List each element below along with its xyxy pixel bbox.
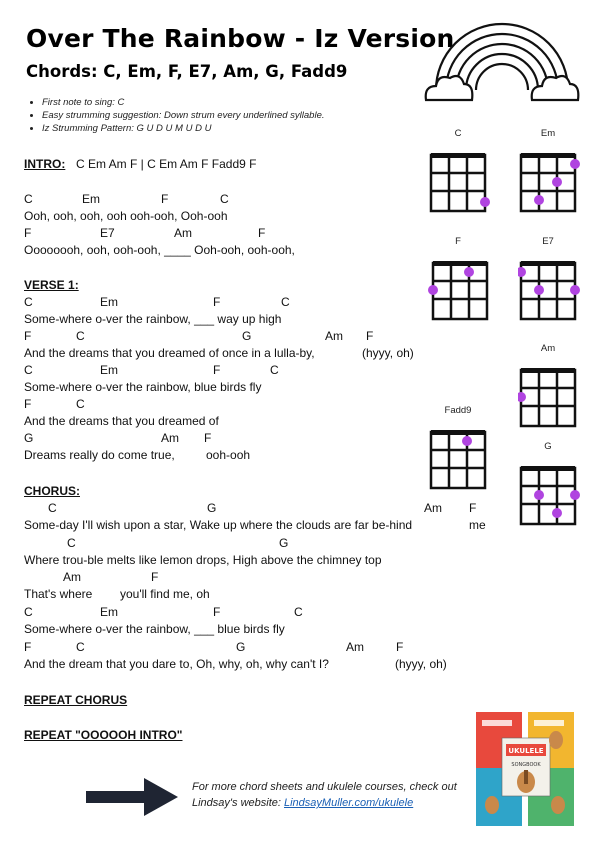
lyric-line: Some-where o-ver the rainbow, ___ blue birds fly bbox=[24, 622, 285, 636]
chord: E7 bbox=[100, 226, 115, 240]
chord-line bbox=[24, 605, 484, 619]
chord: F bbox=[469, 501, 477, 515]
chord: F bbox=[24, 329, 32, 343]
chord-diagram-label: F bbox=[455, 236, 461, 247]
finger-dot bbox=[464, 267, 474, 277]
chords-list-heading: Chords: C, Em, F, E7, Am, G, Fadd9 bbox=[26, 62, 348, 81]
chord-diagram-am bbox=[518, 343, 580, 433]
chord: F bbox=[258, 226, 266, 240]
notes-list bbox=[28, 96, 325, 135]
chord-diagram-label: Em bbox=[540, 128, 556, 139]
chord-line bbox=[24, 226, 404, 240]
chord-diagram-label: Am bbox=[540, 343, 556, 354]
chord: F bbox=[213, 363, 221, 377]
finger-dot bbox=[570, 159, 580, 169]
lyric-line: Oooooooh, ooh, ooh-ooh, ____ Ooh-ooh, ooh-ooh, bbox=[24, 243, 295, 257]
website-link[interactable]: LindsayMuller.com/ukulele bbox=[284, 797, 414, 809]
chord: Em bbox=[100, 363, 118, 377]
chord-line bbox=[24, 536, 484, 550]
chord: G bbox=[279, 536, 289, 550]
fretboard-grid bbox=[428, 416, 490, 490]
lyric-extra: (hyyy, oh) bbox=[362, 346, 414, 360]
chord: G bbox=[242, 329, 252, 343]
chord: F bbox=[366, 329, 374, 343]
chord: C bbox=[76, 397, 85, 411]
chord: C bbox=[48, 501, 57, 515]
chord: G bbox=[236, 640, 246, 654]
chord: F bbox=[24, 226, 32, 240]
chord-diagram-label: E7 bbox=[542, 236, 554, 247]
finger-dot bbox=[552, 177, 562, 187]
lyric-extra: ooh-ooh bbox=[206, 448, 251, 462]
lyric-line: Some-where o-ver the rainbow, ___ way up high bbox=[24, 312, 282, 326]
lyric-line: That's where bbox=[24, 587, 93, 601]
chord: Am bbox=[325, 329, 343, 343]
chord: C bbox=[67, 536, 76, 550]
finger-dot bbox=[518, 392, 526, 402]
chord: G bbox=[24, 431, 34, 445]
lyric-line: Ooh, ooh, ooh, ooh ooh-ooh, Ooh-ooh bbox=[24, 209, 228, 223]
fretboard-grid bbox=[428, 247, 490, 321]
chord: Em bbox=[82, 192, 100, 206]
chord: F bbox=[213, 605, 221, 619]
footer-message bbox=[192, 779, 462, 811]
chord: G bbox=[207, 501, 217, 515]
chord-line bbox=[24, 431, 404, 445]
finger-dot bbox=[570, 285, 580, 295]
finger-dot bbox=[570, 490, 580, 500]
finger-dot bbox=[534, 285, 544, 295]
book-title: UKULELE bbox=[508, 747, 544, 755]
lyric-line: And the dreams that you dreamed of once in a lulla-by, bbox=[24, 346, 315, 360]
repeat-intro: REPEAT "OOOOOH INTRO" bbox=[24, 728, 183, 742]
chord: F bbox=[24, 640, 32, 654]
chord: Am bbox=[346, 640, 364, 654]
note-item: Easy strumming suggestion: Down strum every underlined syllable. bbox=[28, 109, 325, 122]
chord: Am bbox=[424, 501, 442, 515]
chord-diagram-e7 bbox=[518, 236, 580, 326]
chorus-label: CHORUS: bbox=[24, 484, 80, 498]
note-item: First note to sing: C bbox=[28, 96, 325, 109]
lyric-line: And the dreams that you dreamed of bbox=[24, 414, 219, 428]
chord: C bbox=[281, 295, 290, 309]
chord: Am bbox=[161, 431, 179, 445]
lyric-line: Where trou-ble melts like lemon drops, High above the chimney top bbox=[24, 553, 382, 567]
intro-chords: C Em Am F | C Em Am F Fadd9 F bbox=[76, 157, 257, 171]
chord: F bbox=[204, 431, 212, 445]
chord-line bbox=[24, 570, 484, 584]
chord-line bbox=[24, 501, 484, 515]
lyric-line: And the dream that you dare to, Oh, why, oh, why can't I? bbox=[24, 657, 329, 671]
repeat-chorus: REPEAT CHORUS bbox=[24, 693, 128, 707]
finger-dot bbox=[518, 267, 526, 277]
chord: C bbox=[24, 605, 33, 619]
note-item: Iz Strumming Pattern: G U D U M U D U bbox=[28, 122, 325, 135]
page-title: Over The Rainbow - Iz Version bbox=[26, 24, 455, 53]
rainbow-illustration bbox=[424, 12, 580, 113]
chord: Am bbox=[174, 226, 192, 240]
chord: C bbox=[220, 192, 229, 206]
finger-dot bbox=[534, 490, 544, 500]
chord-diagram-fadd9 bbox=[428, 405, 490, 495]
finger-dot bbox=[480, 197, 490, 207]
chord: C bbox=[24, 295, 33, 309]
fretboard-grid bbox=[518, 247, 580, 321]
chord-line bbox=[24, 329, 404, 343]
footer-text: For more chord sheets and ukulele courses, check out Lindsay's website: bbox=[192, 781, 457, 809]
chord: C bbox=[24, 363, 33, 377]
finger-dot bbox=[552, 508, 562, 518]
songbook-covers-image[interactable] bbox=[474, 710, 578, 833]
chord-diagram-em bbox=[518, 128, 580, 218]
chord-diagram-label: G bbox=[544, 441, 552, 452]
chord-diagram-f bbox=[428, 236, 490, 326]
lyric-line: Dreams really do come true, bbox=[24, 448, 175, 462]
chord-diagram-c bbox=[428, 128, 490, 218]
chord: C bbox=[294, 605, 303, 619]
fretboard-grid bbox=[518, 354, 580, 428]
chord: F bbox=[24, 397, 32, 411]
verse-label: VERSE 1: bbox=[24, 278, 79, 292]
lyric-line: Some-day I'll wish upon a star, Wake up where the clouds are far be-hind bbox=[24, 518, 413, 532]
lyric-extra: me bbox=[469, 518, 486, 532]
fretboard-grid bbox=[518, 139, 580, 213]
chord: F bbox=[161, 192, 169, 206]
fretboard-grid bbox=[518, 452, 580, 526]
chord-line bbox=[24, 640, 484, 654]
lyric-line: Some-where o-ver the rainbow, blue birds fly bbox=[24, 380, 262, 394]
finger-dot bbox=[462, 436, 472, 446]
chord-diagram-label: Fadd9 bbox=[444, 405, 472, 416]
finger-dot bbox=[428, 285, 438, 295]
chord: Am bbox=[63, 570, 81, 584]
chord-line bbox=[24, 397, 404, 411]
arrow-right-icon bbox=[86, 778, 178, 821]
fretboard-grid bbox=[428, 139, 490, 213]
chord-diagram-g bbox=[518, 441, 580, 531]
book-subtitle: SONGBOOK bbox=[511, 762, 541, 768]
chord: C bbox=[76, 329, 85, 343]
chord: F bbox=[151, 570, 159, 584]
chord: Em bbox=[100, 605, 118, 619]
chord-line bbox=[24, 363, 404, 377]
chord: F bbox=[396, 640, 404, 654]
chord: C bbox=[24, 192, 33, 206]
lyric-extra: you'll find me, oh bbox=[120, 587, 210, 601]
chord-diagram-label: C bbox=[454, 128, 462, 139]
chord-line bbox=[24, 192, 404, 206]
chord: F bbox=[213, 295, 221, 309]
chord-line bbox=[24, 295, 404, 309]
chord: Em bbox=[100, 295, 118, 309]
intro-label: INTRO: bbox=[24, 157, 66, 171]
finger-dot bbox=[534, 195, 544, 205]
lyric-extra: (hyyy, oh) bbox=[395, 657, 447, 671]
chord: C bbox=[270, 363, 279, 377]
chord: C bbox=[76, 640, 85, 654]
